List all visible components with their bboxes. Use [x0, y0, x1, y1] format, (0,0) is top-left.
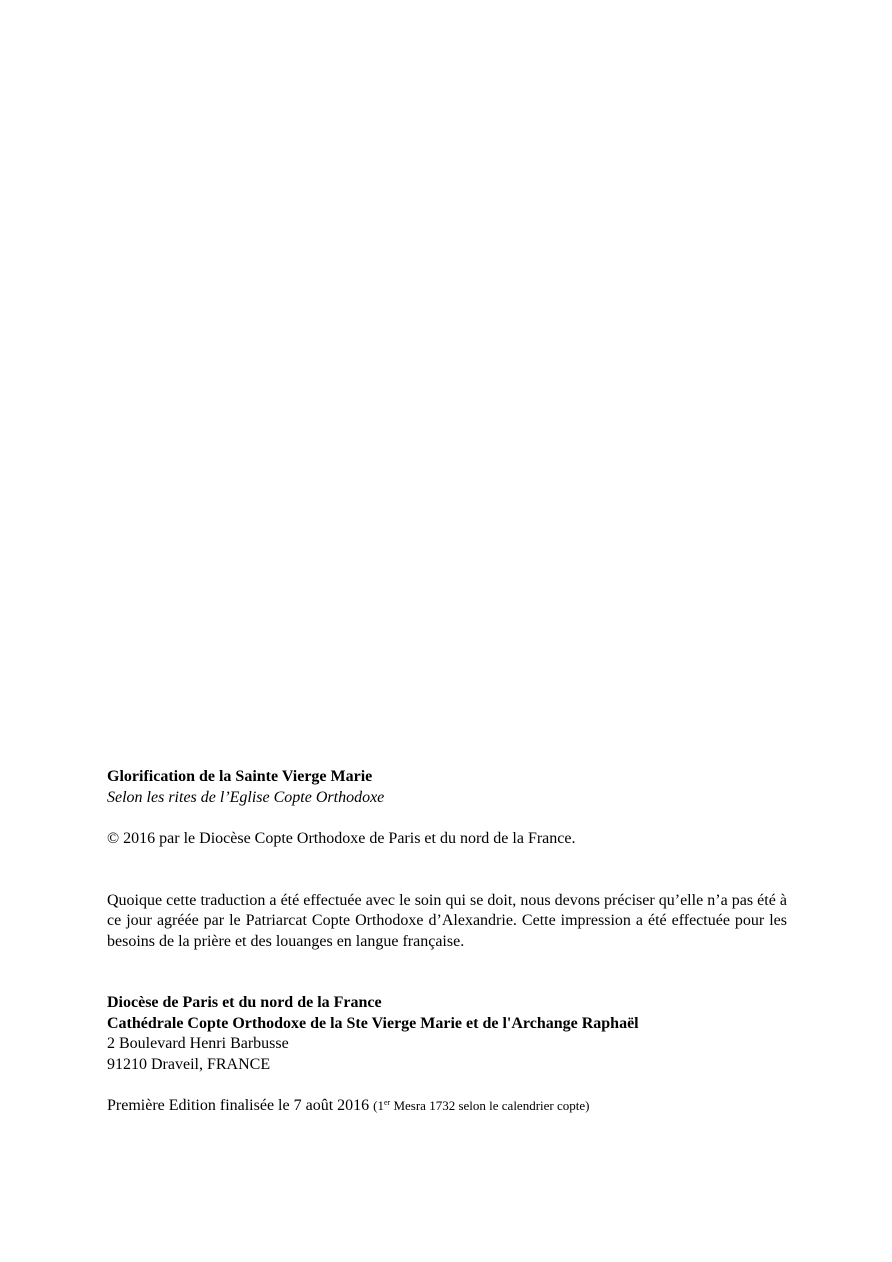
diocese-name: Diocèse de Paris et du nord de la France [107, 994, 382, 1011]
colophon [107, 767, 797, 1117]
diocese-address [107, 993, 797, 1075]
edition-main: Première Edition finalisée le 7 août 2016 [107, 1097, 370, 1114]
edition-note-open: (1 [373, 1098, 384, 1113]
street-address: 2 Boulevard Henri Barbusse [107, 1035, 289, 1052]
document-subtitle: Selon les rites de l’Eglise Copte Orthodoxe [107, 788, 385, 806]
edition-note [373, 1098, 589, 1113]
edition-note-rest: Mesra 1732 selon le calendrier copte) [390, 1098, 590, 1113]
translation-notice [107, 891, 787, 953]
edition-info [107, 1096, 797, 1117]
cathedral-name: Cathédrale Copte Orthodoxe de la Ste Vierge Marie et de l'Archange Raphaël [107, 1014, 639, 1032]
document-title: Glorification de la Sainte Vierge Marie [107, 768, 373, 785]
translation-notice-text: Quoique cette traduction a été effectuée avec le soin qui se doit, nous devons préciser qu’elle n’a pas été à ce jour agréée par le Patriarcat Copte Orthodoxe d’Alexandrie. Cette impression a été effectuée pour les besoins de la prière et des louanges en langue française. [107, 891, 787, 950]
city-address: 91210 Draveil, FRANCE [107, 1055, 271, 1073]
edition-note-sup: er [384, 1098, 391, 1107]
title-block [107, 767, 797, 808]
copyright-notice: © 2016 par le Diocèse Copte Orthodoxe de Paris et du nord de la France. [107, 830, 576, 847]
